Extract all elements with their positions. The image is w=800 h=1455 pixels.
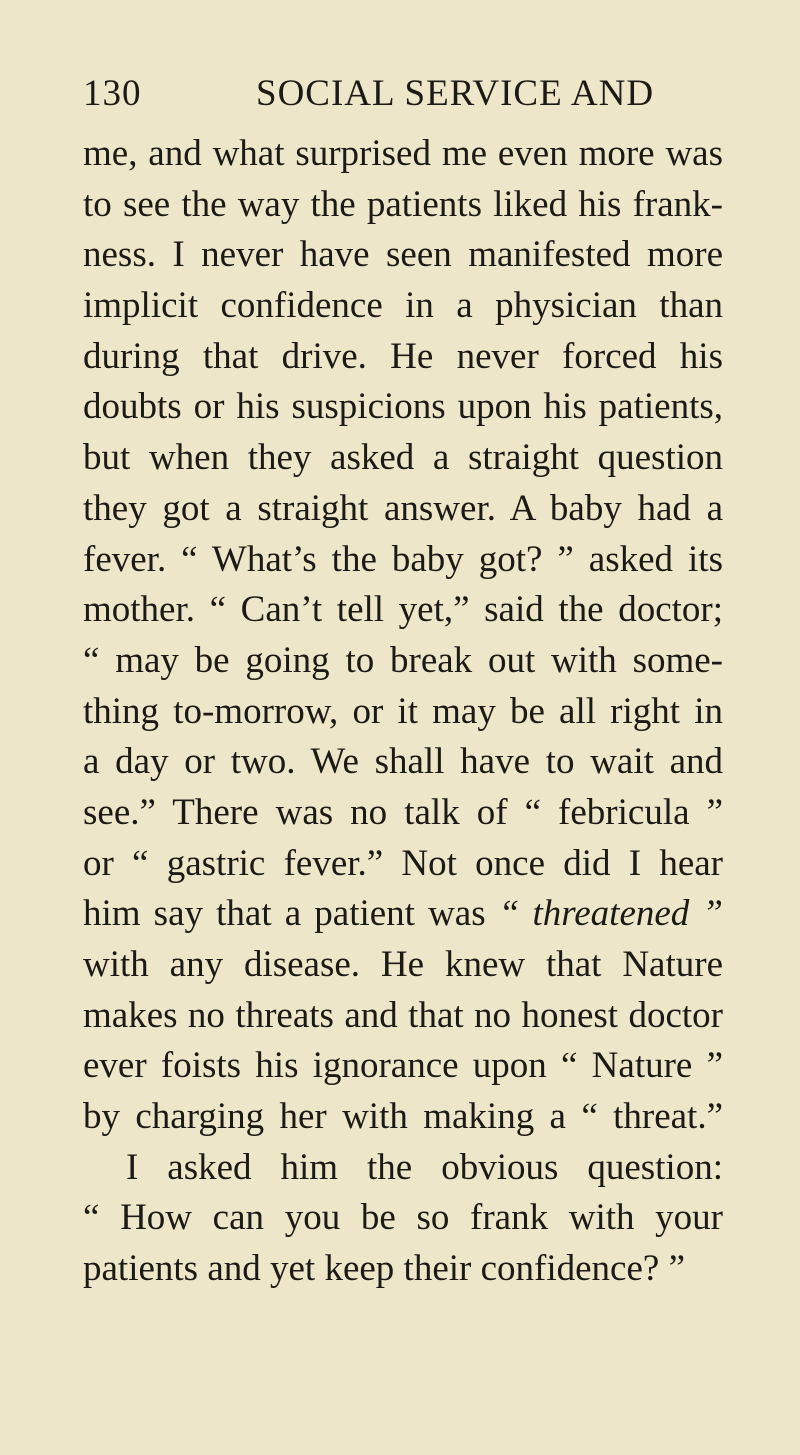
text-line: but when they asked a straight question — [83, 437, 723, 479]
page-number: 130 — [83, 73, 142, 114]
text-line: a day or two. We shall have to wait and — [83, 741, 723, 783]
text-line: ness. I never have seen manifested more — [83, 234, 723, 276]
text-line: they got a straight answer. A baby had a — [83, 487, 723, 529]
text-line: doubts or his suspicions upon his patients, — [83, 386, 723, 428]
italic-phrase: “ threatened ” — [498, 893, 723, 935]
running-head — [83, 72, 693, 116]
text-line: during that drive. He never forced his — [83, 335, 723, 377]
text-line-with-italic — [83, 889, 723, 940]
text-line: see.” There was no talk of “ febricula ” — [83, 791, 723, 833]
running-title: SOCIAL SERVICE AND — [256, 73, 655, 114]
text-line: or “ gastric fever.” Not once did I hear — [83, 842, 723, 884]
text-line: ever foists his ignorance upon “ Nature ” — [83, 1045, 723, 1087]
text-line-start: him say that a patient was — [83, 893, 486, 935]
text-line: “ may be going to break out with some- — [83, 639, 723, 681]
text-line: “ How can you be so frank with your — [83, 1197, 723, 1239]
text-line: thing to-morrow, or it may be all right in — [83, 690, 723, 732]
text-line: mother. “ Can’t tell yet,” said the doctor; — [83, 589, 723, 631]
text-line: to see the way the patients liked his frank- — [83, 183, 723, 225]
text-line: makes no threats and that no honest doctor — [83, 994, 723, 1036]
text-line-last: patients and yet keep their confidence? ” — [83, 1248, 685, 1290]
text-line: implicit confidence in a physician than — [83, 285, 723, 327]
text-line: me, and what surprised me even more was — [83, 133, 723, 174]
text-line: with any disease. He knew that Nature — [83, 944, 723, 985]
text-line: by charging her with making a “ threat.” — [83, 1096, 723, 1138]
text-line-indented: I asked him the obvious question: — [126, 1146, 723, 1188]
body-paragraphs — [83, 129, 723, 1295]
text-line: fever. “ What’s the baby got? ” asked its — [83, 538, 723, 580]
